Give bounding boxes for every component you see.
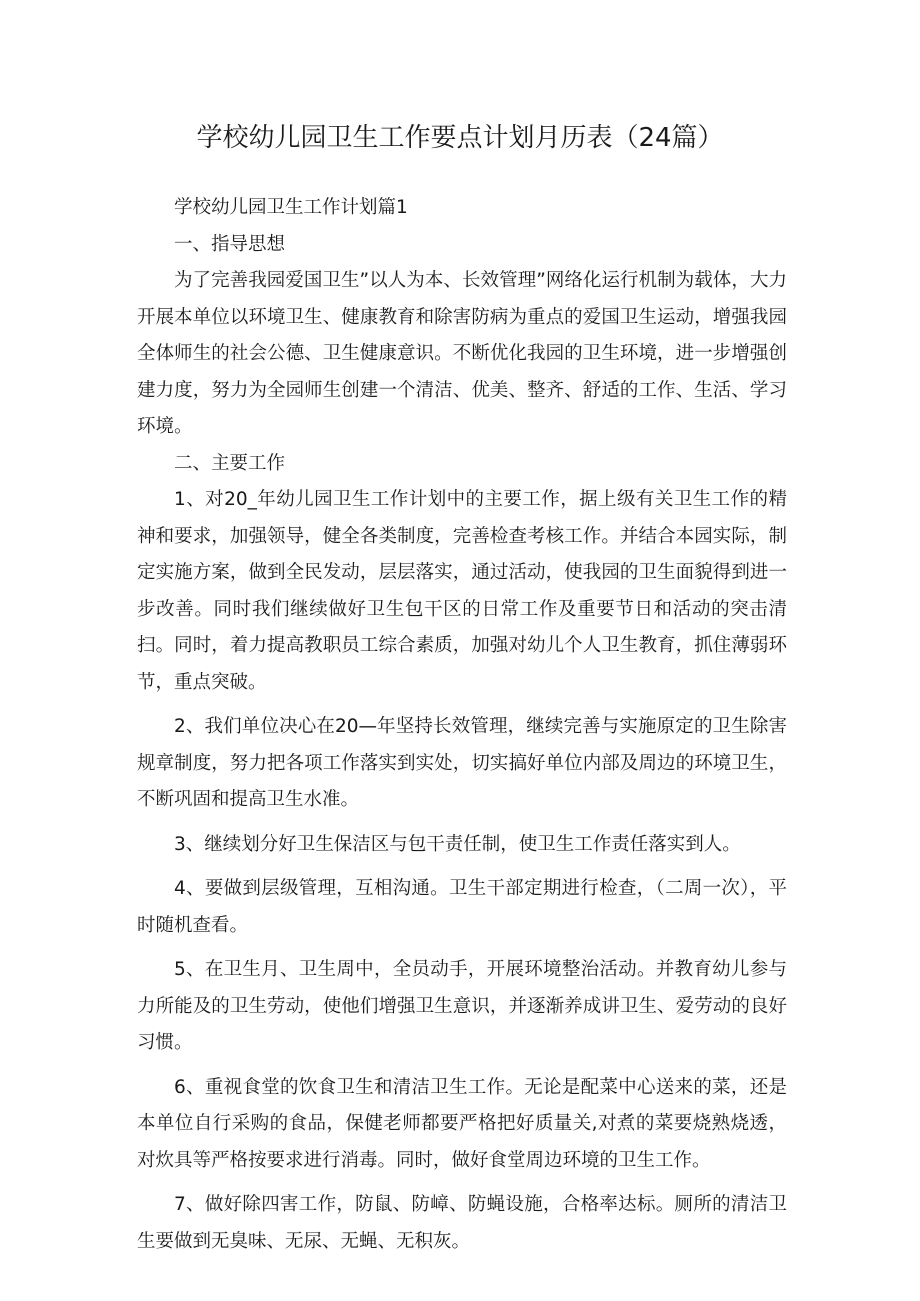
work-item-paragraph: 1、对20_年幼儿园卫生工作计划中的主要工作，据上级有关卫生工作的精神和要求，加强领导，健全各类制度，完善检查考核工作。并结合本园实际，制定实施方案，做到全民发动，层层落实，通过活动，使我园的卫生面貌得到进一步改善。同时我们继续做好卫生包干区的日常工作及重要节日和活动的突击清扫。同时，着力提高教职员工综合素质，加强对幼儿个人卫生教育，抓住薄弱环节，重点突破。 <box>137 489 787 693</box>
work-item-paragraph: 4、要做到层级管理，互相沟通。卫生干部定期进行检查，（二周一次），平时随机查看。 <box>137 878 787 936</box>
work-item-paragraph: 3、继续划分好卫生保洁区与包干责任制，使卫生工作责任落实到人。 <box>174 833 741 855</box>
work-item-paragraph: 7、做好除四害工作，防鼠、防嶂、防蝇设施，合格率达标。厕所的清洁卫生要做到无臭味、无尿、无蝇、无积灰。 <box>137 1194 787 1252</box>
guiding-ideology-paragraph: 为了完善我园爱国卫生”以人为本、长效管理”网络化运行机制为载体，大力开展本单位以环境卫生、健康教育和除害防病为重点的爱国卫生运动，增强我园全体师生的社会公德、卫生健康意识。不断优化我园的卫生环境，进一步增强创建力度，努力为全园师生创建一个清洁、优美、整齐、舒适的工作、生活、学习环境。 <box>137 270 787 437</box>
work-item-paragraph: 2、我们单位决心在20—年坚持长效管理，继续完善与实施原定的卫生除害规章制度，努力把各项工作落实到实处，切实搞好单位内部及周边的环境卫生，不断巩固和提高卫生水准。 <box>137 716 787 810</box>
article-subtitle: 学校幼儿园卫生工作计划篇1 <box>174 197 408 218</box>
document-title: 学校幼儿园卫生工作要点计划月历表（24篇） <box>196 123 724 153</box>
section-heading-guiding-ideology: 一、指导思想 <box>174 233 286 255</box>
work-item-paragraph: 6、重视食堂的饮食卫生和清洁卫生工作。无论是配菜中心送来的菜，还是本单位自行采购的食品，保健老师都要严格把好质量关,对煮的菜要烧熟烧透，对炊具等严格按要求进行消毒。同时，做好食堂周边环境的卫生工作。 <box>137 1076 787 1171</box>
section-heading-main-work: 二、主要工作 <box>174 452 286 474</box>
document-body <box>137 190 787 1260</box>
work-item-paragraph: 5、在卫生月、卫生周中，全员动手，开展环境整治活动。并教育幼儿参与力所能及的卫生劳动，使他们增强卫生意识，并逐渐养成讲卫生、爱劳动的良好习惯。 <box>137 959 787 1053</box>
